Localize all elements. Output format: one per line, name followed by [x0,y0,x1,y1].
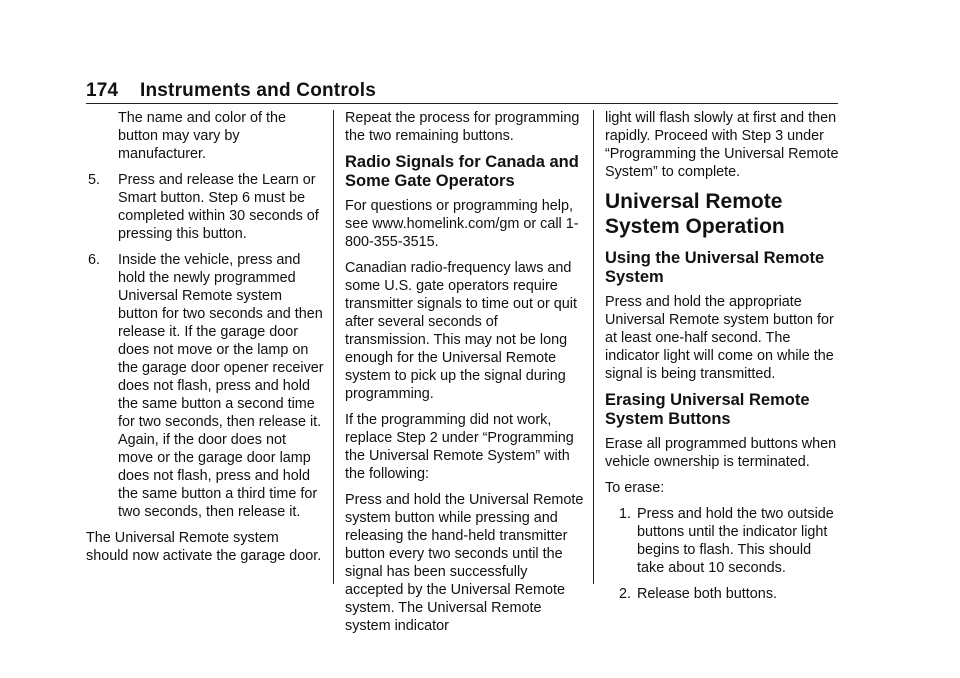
column-1 [86,109,324,573]
step-text: Press and hold the two outside buttons until the indicator light begins to flash. This should take about 10 seconds. [637,506,834,576]
step-item [605,505,840,577]
erase-steps [605,505,840,603]
header-rule [86,103,838,104]
step-number: 6. [88,252,101,268]
step-number: 5. [88,172,101,188]
step-item [605,585,840,603]
erasing-heading: Erasing Universal Remote System Buttons [605,391,810,428]
manufacturer-note: The name and color of the button may vary by manufacturer. [118,110,286,162]
step-text: Release both buttons. [637,586,778,602]
help-paragraph: For questions or programming help, see www.homelink.com/gm or call 1-800-355-3515. [345,198,579,250]
step-text: Press and release the Learn or Smart button. Step 6 must be completed within 30 seconds of pressing this button. [118,172,319,242]
column-divider-2 [593,110,594,584]
step-item [86,251,324,521]
canadian-laws-paragraph: Canadian radio-frequency laws and some U.S. gate operators require transmitter signals to time out or quit after several seconds of transmission. This may not be long enough for the Universal Remote system to pick up the signal during programming. [345,260,577,402]
continuation-paragraph: light will flash slowly at first and then rapidly. Proceed with Step 3 under “Programming the Universal Remote System” to complete. [605,110,839,180]
step-number: 2. [619,586,632,602]
page-header [86,80,376,102]
step-item [86,171,324,243]
radio-signals-heading: Radio Signals for Canada and Some Gate Operators [345,153,579,190]
to-erase-label: To erase: [605,480,665,496]
using-heading: Using the Universal Remote System [605,249,825,286]
closing-paragraph: The Universal Remote system should now activate the garage door. [86,530,322,564]
erasing-paragraph: Erase all programmed buttons when vehicle ownership is terminated. [605,436,837,470]
column-3 [605,109,840,611]
step-text: Inside the vehicle, press and hold the newly programmed Universal Remote system button for two seconds and then release it. If the garage door does not move or the lamp on the garage door opener receiver does not flash, press and hold the same button a second time for two seconds, then release it. Again, if the door does not move or the garage door lamp does not flash, press and hold the same button a third time for two seconds, then release it. [118,252,324,520]
section-title: Instruments and Controls [140,80,376,101]
step-number: 1. [619,506,632,522]
operation-heading: Universal Remote System Operation [605,190,785,238]
page-number: 174 [86,80,119,101]
intro-paragraph: Repeat the process for programming the two remaining buttons. [345,110,580,144]
using-paragraph: Press and hold the appropriate Universal Remote system button for at least one-half second. The indicator light will come on while the signal is being transmitted. [605,294,834,382]
column-divider-1 [333,110,334,584]
programming-fail-paragraph: If the programming did not work, replace Step 2 under “Programming the Universal Remote System” with the following: [345,412,574,482]
press-hold-paragraph: Press and hold the Universal Remote system button while pressing and releasing the hand-held transmitter button every two seconds until the signal has been successfully accepted by the Universal Remote system. The Universal Remote system indicator [345,492,584,634]
column-2 [345,109,585,643]
